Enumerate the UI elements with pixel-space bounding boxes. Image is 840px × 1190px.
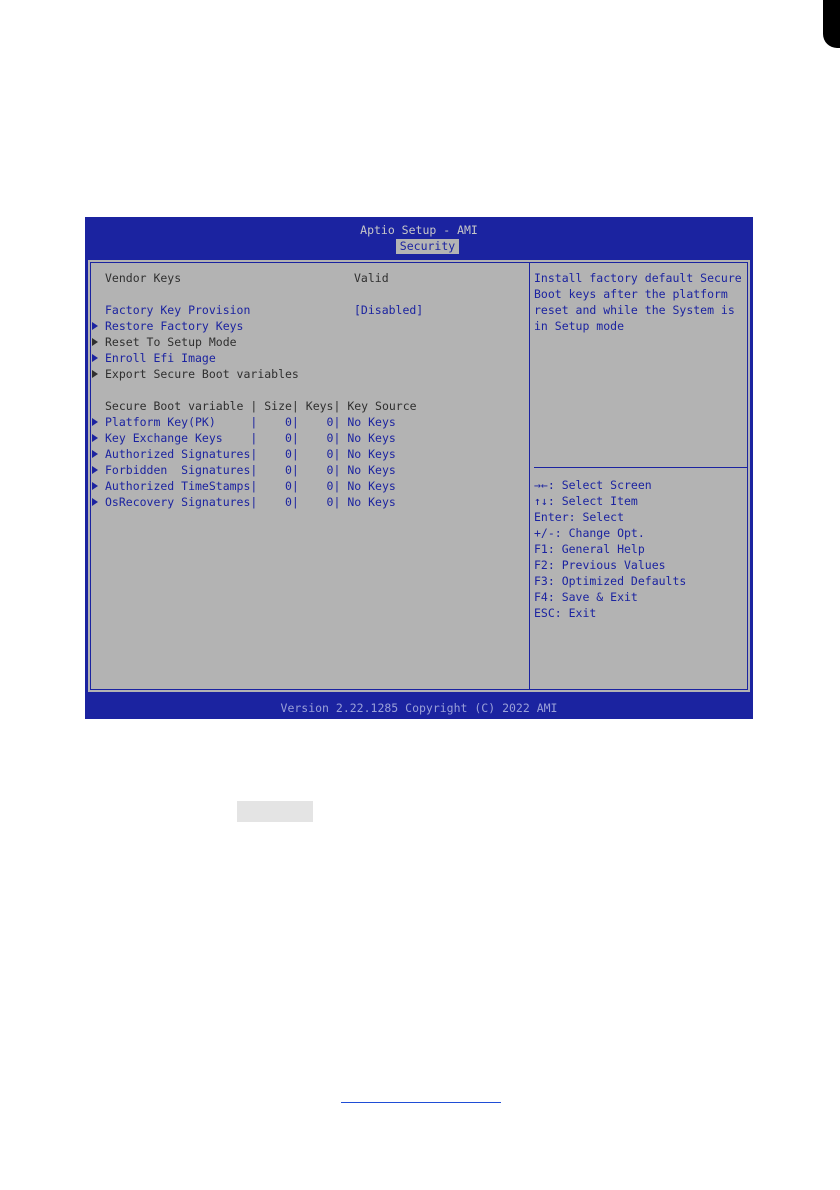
table-row-forbidden-signatures[interactable]: Forbidden Signatures| 0| 0| No Keys xyxy=(105,463,396,477)
help-divider-horizontal xyxy=(534,467,747,468)
help-description-line: Install factory default Secure xyxy=(534,271,742,285)
submenu-arrow-icon xyxy=(92,354,98,362)
submenu-arrow-icon xyxy=(92,466,98,474)
help-key-select-screen: →←: Select Screen xyxy=(534,478,652,492)
enroll-efi-image-item[interactable]: Enroll Efi Image xyxy=(105,351,216,365)
bios-footer: Version 2.22.1285 Copyright (C) 2022 AMI xyxy=(280,701,558,715)
submenu-arrow-icon xyxy=(92,338,98,346)
bios-screen xyxy=(85,217,753,719)
help-description-line: Boot keys after the platform xyxy=(534,287,728,301)
factory-key-provision-value[interactable]: [Disabled] xyxy=(354,303,424,317)
help-key-enter: Enter: Select xyxy=(534,510,625,524)
help-key-f1: F1: General Help xyxy=(534,542,645,556)
help-key-esc: ESC: Exit xyxy=(534,606,597,620)
help-key-f2: F2: Previous Values xyxy=(534,558,666,572)
table-row-platform-key[interactable]: Platform Key(PK) | 0| 0| No Keys xyxy=(105,415,396,429)
help-description-line: reset and while the System is xyxy=(534,303,735,317)
submenu-arrow-icon xyxy=(92,322,98,330)
bios-header xyxy=(85,217,753,256)
vendor-keys-value: Valid xyxy=(354,271,389,285)
table-row-authorized-signatures[interactable]: Authorized Signatures| 0| 0| No Keys xyxy=(105,447,396,461)
help-key-f3: F3: Optimized Defaults xyxy=(534,574,687,588)
table-row-authorized-timestamps[interactable]: Authorized TimeStamps| 0| 0| No Keys xyxy=(105,479,396,493)
restore-factory-keys-item[interactable]: Restore Factory Keys xyxy=(105,319,244,333)
submenu-arrow-icon xyxy=(92,434,98,442)
help-description-line: in Setup mode xyxy=(534,319,625,333)
secure-boot-table-header: Secure Boot variable | Size| Keys| Key Source xyxy=(105,399,417,413)
page-edge-tab xyxy=(823,0,840,48)
export-secure-boot-variables-item[interactable]: Export Secure Boot variables xyxy=(105,367,299,381)
vendor-keys-label: Vendor Keys xyxy=(105,271,182,285)
submenu-arrow-icon xyxy=(92,498,98,506)
link-underline[interactable] xyxy=(341,1102,501,1103)
help-key-f4: F4: Save & Exit xyxy=(534,590,638,604)
gray-highlight-box xyxy=(237,801,313,822)
help-key-change-opt: +/-: Change Opt. xyxy=(534,526,645,540)
bios-title: Aptio Setup - AMI xyxy=(360,223,478,237)
submenu-arrow-icon xyxy=(92,450,98,458)
submenu-arrow-icon xyxy=(92,370,98,378)
help-divider-vertical xyxy=(529,262,530,690)
tab-security[interactable]: Security xyxy=(396,239,459,254)
reset-to-setup-mode-item[interactable]: Reset To Setup Mode xyxy=(105,335,237,349)
table-row-osrecovery-signatures[interactable]: OsRecovery Signatures| 0| 0| No Keys xyxy=(105,495,396,509)
submenu-arrow-icon xyxy=(92,482,98,490)
main-panel xyxy=(88,260,750,692)
table-row-key-exchange-keys[interactable]: Key Exchange Keys | 0| 0| No Keys xyxy=(105,431,396,445)
factory-key-provision-label[interactable]: Factory Key Provision xyxy=(105,303,251,317)
submenu-arrow-icon xyxy=(92,418,98,426)
help-key-select-item: ↑↓: Select Item xyxy=(534,494,638,508)
